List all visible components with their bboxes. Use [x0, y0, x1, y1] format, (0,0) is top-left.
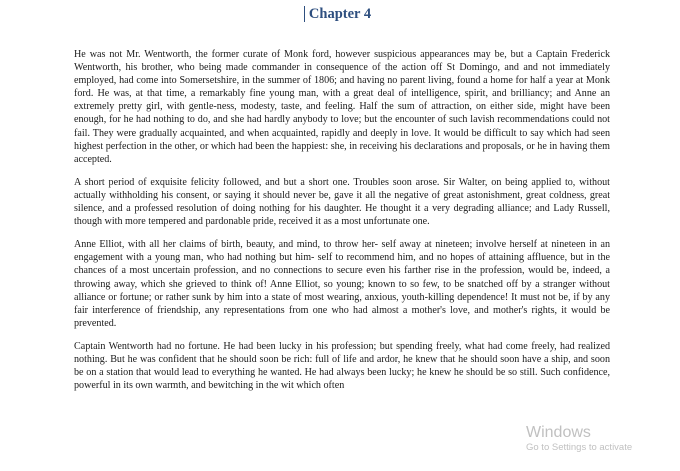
activate-windows-watermark [526, 424, 632, 453]
document-body[interactable] [74, 48, 610, 402]
chapter-title: Chapter 4 [308, 6, 372, 22]
watermark-title: Windows [526, 424, 591, 441]
paragraph-2[interactable]: A short period of exquisite felicity followed, and but a short one. Troubles soon arose. Sir Walter, on being applied to, without actually withholding his consent, or saying it should never be, gave it all the negative of great astonishment, great coldness, great silence, and a professed resolution of doing nothing for his daughter. He thought it a very degrading alliance; and Lady Russell, though with more tempered and pardonable pride, received it as a most unfortunate one. [74, 176, 610, 228]
paragraph-1[interactable]: He was not Mr. Wentworth, the former curate of Monk ford, however suspicious appearances may be, but a Captain Frederick Wentworth, his brother, who being made commander in consequence of the action off St Domingo, and and not immediately employed, had come into Somersetshire, in the summer of 1806; and having no parent living, found a home for half a year at Monk ford. He was, at that time, a remarkably fine young man, with a great deal of intelligence, spirit, and brilliancy; and Anne an extremely pretty girl, with gentle-ness, modesty, taste, and feeling. Half the sum of attraction, on either side, might have been enough, for he had nothing to do, and she had hardly anybody to love; but the encounter of such lavish recommendations could not fail. They were gradually acquainted, and when acquainted, rapidly and deeply in love. It would be difficult to say which had seen highest perfection in the other, or which had been the happiest: she, in receiving his declarations and proposals, or he in having them accepted. [74, 49, 610, 165]
watermark-subtitle: Go to Settings to activate [526, 442, 633, 453]
text-cursor [304, 6, 305, 22]
paragraph-4[interactable]: Captain Wentworth had no fortune. He had been lucky in his profession; but spending freely, what had come freely, had realized nothing. But he was confident that he should soon be rich: full of life and ardor, he knew that he should soon have a ship, and soon be on a station that would lead to everything he wanted. He had always been lucky; he knew he should be so still. Such confidence, powerful in its own warmth, and bewitching in the wit which often [74, 340, 610, 392]
paragraph-3[interactable]: Anne Elliot, with all her claims of birth, beauty, and mind, to throw her- self away at nineteen; involve herself at nineteen in an engagement with a young man, who had nothing but him- self to recommend him, and no hopes of attaining affluence, but in the chances of a most uncertain profession, and no connections to secure even his farther rise in the profession, would be, indeed, a throwing away, which she grieved to think of! Anne Elliot, so young; known to so few, to be snatched off by a stranger without alliance or fortune; or rather sunk by him into a state of most wearing, anxious, youth-killing dependence! It must not be, if by any fair interference of friendship, any representations from one who had almost a mother's love, and mother's rights, it would be prevented. [74, 239, 610, 329]
